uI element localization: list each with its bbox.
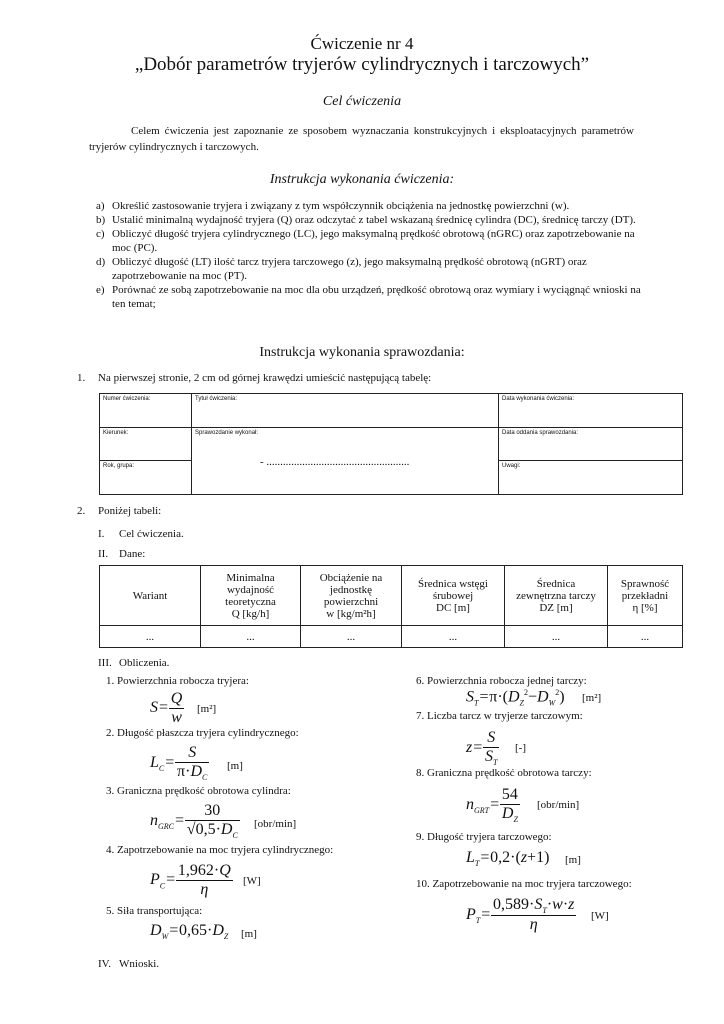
col-header-efficiency: Sprawność przekładni η [%] (608, 566, 683, 626)
unit-5: [m] (241, 928, 257, 940)
unit-10: [W] (591, 910, 609, 922)
unit-3: [obr/min] (254, 818, 297, 830)
table-cell: ... (100, 626, 201, 648)
col-header-capacity: Minimalna wydajność teoretyczna Q [kg/h] (201, 566, 301, 626)
list-item: b) Ustalić minimalną wydajność tryjera (Q) oraz odczytać z tabel wskazaną średnicę cylindra (DC), średnicę tarczy (DT). (96, 214, 636, 226)
unit-9: [m] (565, 854, 581, 866)
table-cell: ... (608, 626, 683, 648)
unit-4: [W] (243, 875, 261, 887)
step-2-number: 2. (77, 505, 86, 517)
calc-4-label: 4. Zapotrzebowanie na moc tryjera cylindrycznego: (106, 844, 334, 856)
cell-number: Numer ćwiczenia: (100, 394, 192, 428)
unit-8: [obr/min] (537, 799, 580, 811)
calc-1-label: 1. Powierzchnia robocza tryjera: (106, 675, 249, 687)
data-table (99, 565, 683, 648)
cell-title: Tytuł ćwiczenia: (192, 394, 499, 428)
section-iii-text: Obliczenia. (119, 657, 170, 669)
calc-6-label: 6. Powierzchnia robocza jednej tarczy: (416, 675, 587, 687)
table-cell: ... (402, 626, 505, 648)
unit-2: [m] (227, 760, 243, 772)
table-cell: ... (505, 626, 608, 648)
instructions-heading: Instrukcja wykonania ćwiczenia: (269, 172, 455, 187)
formula-10: $P_T=$ $\frac{0,589\cdot S_T\cdot w\cdot z}{\eta}$ (466, 896, 575, 934)
cell-field: Kierunek: (100, 428, 192, 461)
formula-5: $D_W=0,65\cdot D_Z$ (150, 922, 229, 942)
section-ii-text: Dane: (119, 548, 146, 560)
col-header-variant: Wariant (100, 566, 201, 626)
formula-1: S= $\frac{Q}{w}$ (150, 690, 183, 726)
section-iv-text: Wnioski. (119, 958, 160, 970)
step-1-text: Na pierwszej stronie, 2 cm od górnej krawędzi umieścić następującą tabelę: (98, 372, 432, 384)
formula-9: $L_T=0,2\cdot(z+1)$ (466, 849, 550, 869)
calc-8-label: 8. Graniczna prędkość obrotowa tarczy: (416, 767, 592, 779)
calc-2-label: 2. Długość płaszcza tryjera cylindrycznego: (106, 727, 299, 739)
unit-1: [m²] (197, 703, 217, 715)
unit-7: [-] (515, 742, 526, 754)
calc-5-label: 5. Siła transportująca: (106, 905, 203, 917)
exercise-number: Ćwiczenie nr 4 (310, 34, 414, 53)
formula-6: $S_T=\pi\cdot(D_Z^2-D_W^2)$ (466, 688, 565, 708)
exercise-title: „Dobór parametrów tryjerów cylindrycznych i tarczowych” (134, 54, 590, 75)
section-iv-number: IV. (98, 958, 111, 970)
goal-heading: Cel ćwiczenia (322, 94, 402, 109)
section-iii-number: III. (98, 657, 112, 669)
formula-2: $L_C=$ $\frac{S}{\pi\cdot D_C}$ (150, 744, 208, 783)
formula-8: $n_{GRT}=$ $\frac{54}{D_Z}$ (466, 786, 518, 825)
calc-7-label: 7. Liczba tarcz w tryjerze tarczowym: (416, 710, 583, 722)
calc-10-label: 10. Zapotrzebowanie na moc tryjera tarczowego: (416, 878, 632, 890)
calc-3-label: 3. Graniczna prędkość obrotowa cylindra: (106, 785, 291, 797)
cell-author: Sprawozdanie wykonał: - .................................................... (192, 428, 499, 495)
col-header-disc-diameter: Średnica zewnętrzna tarczy DZ [m] (505, 566, 608, 626)
section-ii-number: II. (98, 548, 109, 560)
step-2-text: Poniżej tabeli: (98, 505, 162, 517)
table-cell: ... (301, 626, 402, 648)
list-item: a) Określić zastosowanie tryjera i związany z tym współczynnik obciążenia na jednostkę powierzchni (w). (96, 200, 570, 212)
calc-9-label: 9. Długość tryjera tarczowego: (416, 831, 552, 843)
formula-3: $n_{GRC}=$ $\frac{30}{√0,5\cdot D_C}$ (150, 802, 238, 841)
report-header-table (99, 393, 683, 495)
section-i-number: I. (98, 528, 105, 540)
formula-4: $P_C=$ $\frac{1,962\cdot Q}{\eta}$ (150, 862, 231, 898)
cell-notes: Uwagi: (499, 461, 683, 495)
col-header-auger-diameter: Średnica wstęgi śrubowej DC [m] (402, 566, 505, 626)
unit-6: [m²] (582, 692, 602, 704)
instructions-list (96, 199, 656, 311)
cell-year-group: Rok, grupa: (100, 461, 192, 495)
list-item: c) Obliczyć długość tryjera cylindrycznego (LC), jego maksymalną prędkość obrotową (nGRC) oraz zapotrzebowanie na moc (PC). (96, 228, 635, 254)
formula-7: z= $\frac{S}{S_T}$ (466, 729, 498, 768)
list-item: e) Porównać ze sobą zapotrzebowanie na moc dla obu urządzeń, prędkość obrotową oraz wymiary i wyciągnąć wnioski na ten temat; (96, 284, 641, 310)
goal-text: Celem ćwiczenia jest zapoznanie ze sposobem wyznaczania konstrukcyjnych i eksploatacyjnych parametrów tryjerów cylindrycznych i tarczowych. (89, 125, 634, 153)
cell-date-return: Data oddania sprawozdania: (499, 428, 683, 461)
report-heading: Instrukcja wykonania sprawozdania: (259, 345, 465, 360)
col-header-load: Obciążenie na jednostkę powierzchni w [kg/m²h] (301, 566, 402, 626)
section-i-text: Cel ćwiczenia. (119, 528, 184, 540)
step-1-number: 1. (77, 372, 86, 384)
list-item: d) Obliczyć długość (LT) ilość tarcz tryjera tarczowego (z), jego maksymalną prędkość obrotową (nGRT) oraz zapotrzebowanie na moc (PT). (96, 256, 587, 282)
cell-date-done: Data wykonania ćwiczenia: (499, 394, 683, 428)
table-cell: ... (201, 626, 301, 648)
author-line: - .................................................... (260, 456, 410, 468)
